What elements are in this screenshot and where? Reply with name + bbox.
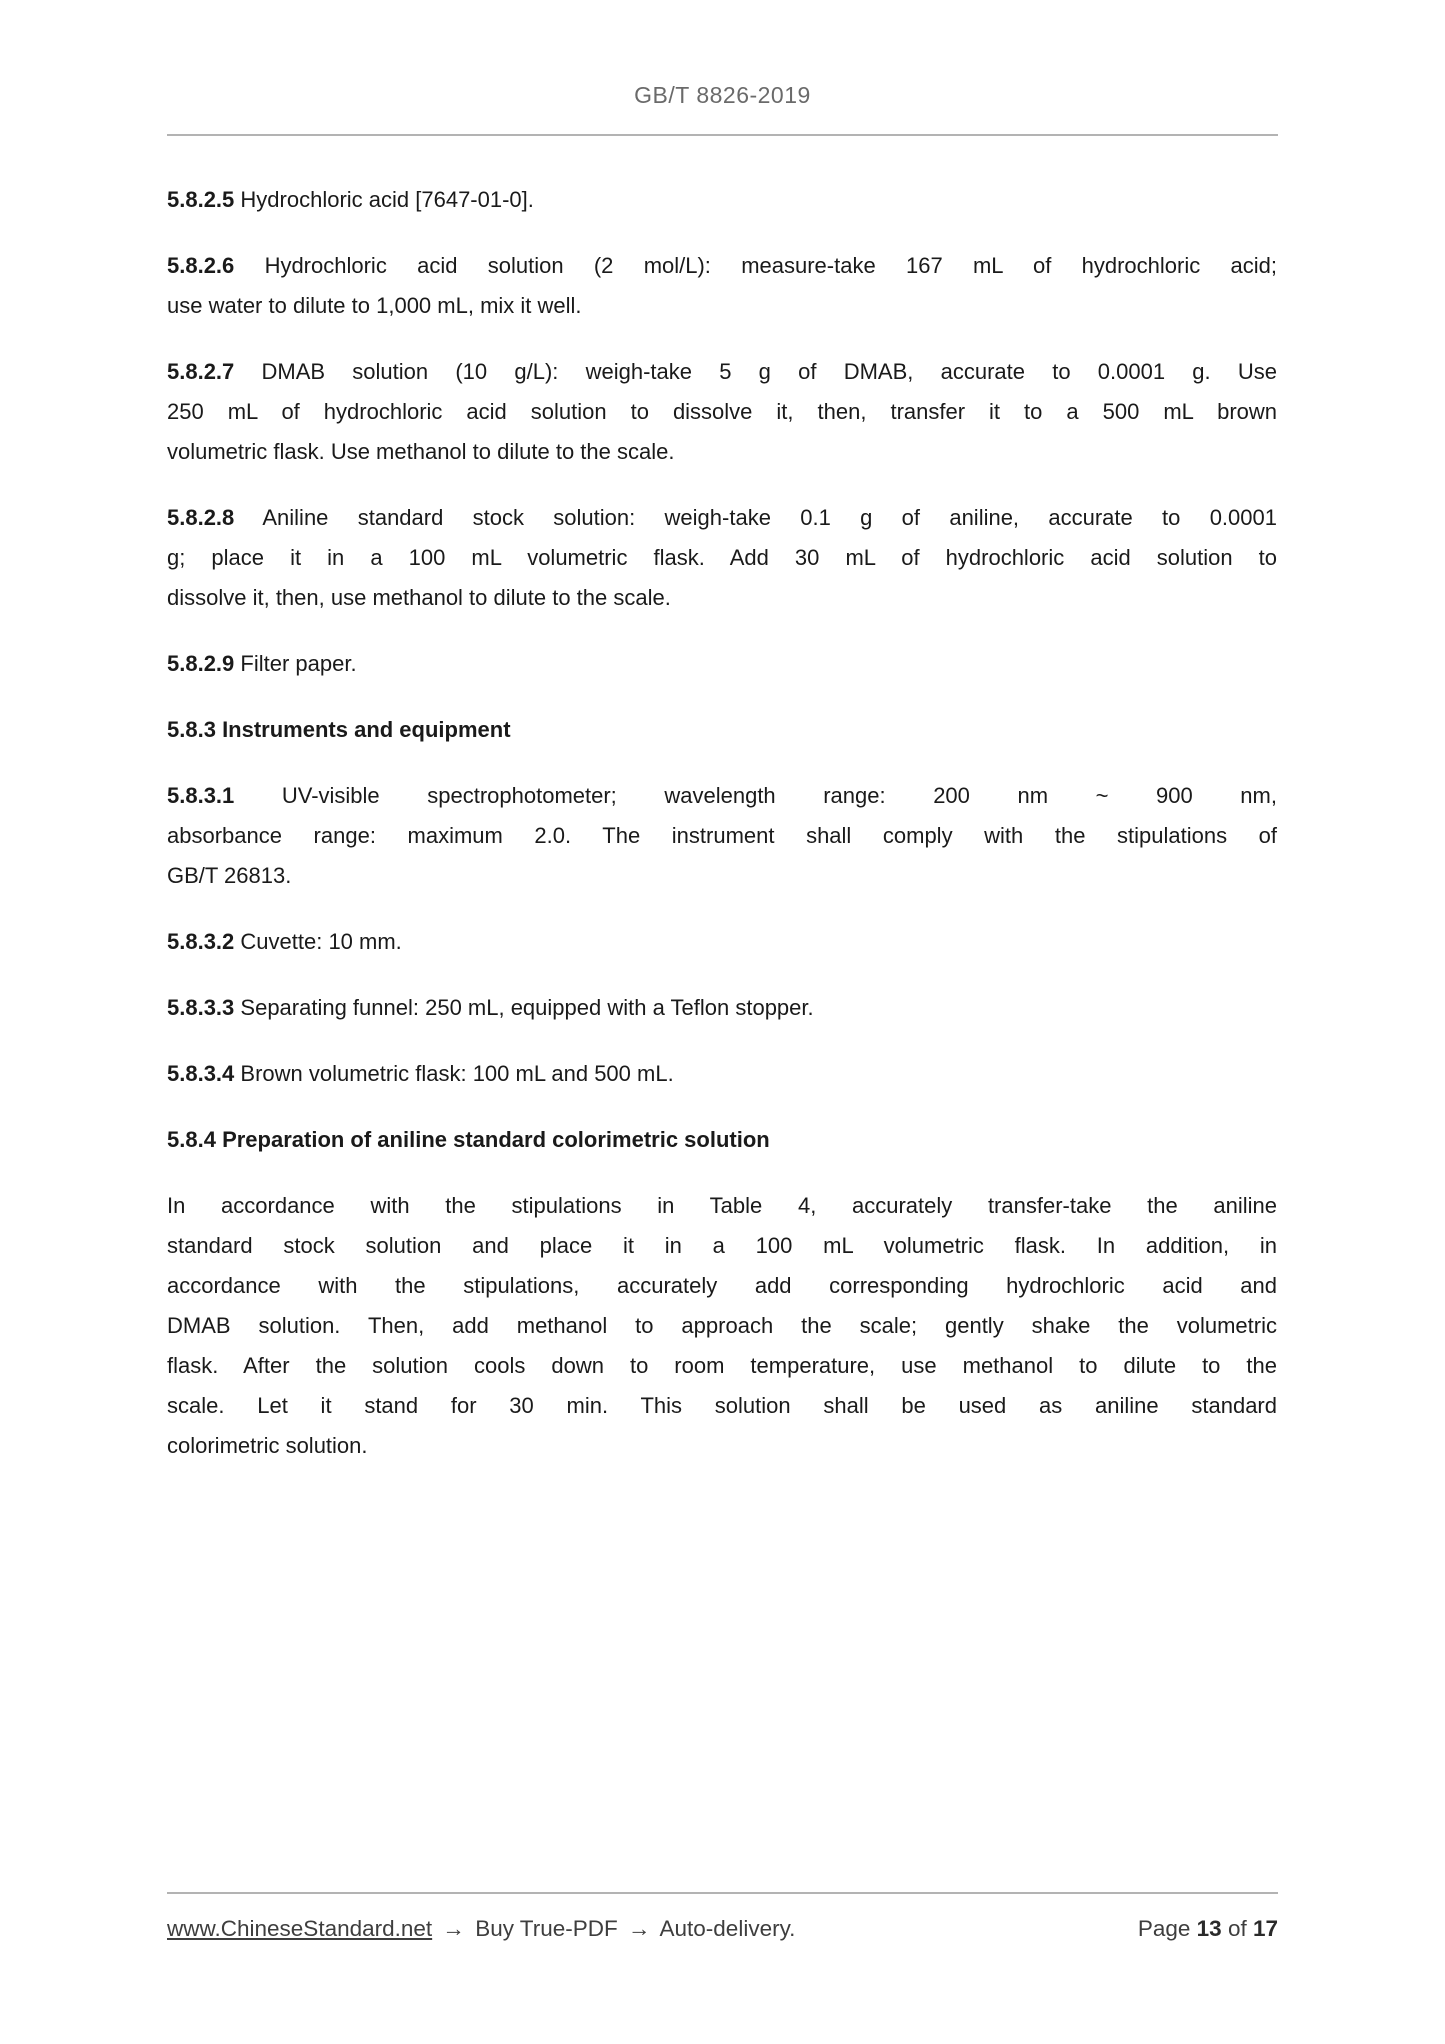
paragraph-line: use water to dilute to 1,000 mL, mix it well. <box>167 293 582 318</box>
paragraph-line: DMAB solution. Then, add methanol to approach the scale; gently shake the volumetric <box>167 1313 1277 1338</box>
paragraph-line: standard stock solution and place it in a 100 mL volumetric flask. In addition, in <box>167 1233 1277 1258</box>
section-number: 5.8.4 <box>167 1127 216 1152</box>
section-heading <box>167 710 1277 750</box>
paragraph-line: flask. After the solution cools down to room temperature, use methanol to dilute to the <box>167 1353 1277 1378</box>
arrow-right-icon: → <box>442 1916 465 1941</box>
section-heading <box>167 1120 1277 1160</box>
paragraph-line: colorimetric solution. <box>167 1433 368 1458</box>
section-paragraph <box>167 1054 1277 1094</box>
paragraph-line: In accordance with the stipulations in Table 4, accurately transfer-take the aniline <box>167 1193 1277 1218</box>
paragraph-line: g; place it in a 100 mL volumetric flask. Add 30 mL of hydrochloric acid solution to <box>167 545 1277 570</box>
heading-line <box>167 710 1277 750</box>
section-paragraph <box>167 644 1277 684</box>
paragraph-line <box>167 922 1277 962</box>
paragraph-line <box>167 988 1277 1028</box>
heading-text: Instruments and equipment <box>222 717 511 742</box>
section-paragraph <box>167 776 1277 896</box>
section-paragraph <box>167 1186 1277 1466</box>
section-number: 5.8.3.1 <box>167 783 235 808</box>
section-paragraph <box>167 246 1277 326</box>
paragraph-line: scale. Let it stand for 30 min. This solution shall be used as aniline standard <box>167 1393 1277 1418</box>
footer-buy-text: Buy True-PDF <box>475 1916 618 1941</box>
page-current: 13 <box>1196 1916 1222 1941</box>
paragraph-line: absorbance range: maximum 2.0. The instrument shall comply with the stipulations of <box>167 823 1277 848</box>
paragraph-line <box>167 1054 1277 1094</box>
paragraph-text: Hydrochloric acid solution (2 mol/L): measure-take 167 mL of hydrochloric acid; <box>264 253 1277 278</box>
paragraph-line <box>167 498 1277 538</box>
paragraph-line: volumetric flask. Use methanol to dilute to the scale. <box>167 439 675 464</box>
section-number: 5.8.3 <box>167 717 216 742</box>
section-number: 5.8.3.4 <box>167 1061 235 1086</box>
paragraph-text: DMAB solution (10 g/L): weigh-take 5 g of DMAB, accurate to 0.0001 g. Use <box>261 359 1277 384</box>
header-rule <box>167 134 1278 136</box>
footer-left <box>167 1916 795 1942</box>
paragraph-text: UV-visible spectrophotometer; wavelength range: 200 nm ~ 900 nm, <box>281 783 1277 808</box>
paragraph-text: Filter paper. <box>240 651 357 676</box>
paragraph-line <box>167 644 1277 684</box>
paragraph-text: Separating funnel: 250 mL, equipped with a Teflon stopper. <box>240 995 814 1020</box>
section-paragraph <box>167 922 1277 962</box>
paragraph-text: Hydrochloric acid [7647-01-0]. <box>240 187 534 212</box>
section-number: 5.8.2.8 <box>167 505 235 530</box>
section-paragraph <box>167 988 1277 1028</box>
paragraph-line: accordance with the stipulations, accurately add corresponding hydrochloric acid and <box>167 1273 1277 1298</box>
section-number: 5.8.3.2 <box>167 929 235 954</box>
of-label: of <box>1227 1916 1247 1941</box>
paragraph-text: Cuvette: 10 mm. <box>240 929 402 954</box>
section-paragraph <box>167 180 1277 220</box>
heading-line <box>167 1120 1277 1160</box>
paragraph-line: dissolve it, then, use methanol to dilute to the scale. <box>167 585 671 610</box>
section-number: 5.8.2.9 <box>167 651 235 676</box>
paragraph-line <box>167 246 1277 286</box>
section-number: 5.8.3.3 <box>167 995 235 1020</box>
section-number: 5.8.2.7 <box>167 359 235 384</box>
paragraph-text: Brown volumetric flask: 100 mL and 500 mL. <box>240 1061 674 1086</box>
document-body <box>167 180 1277 1492</box>
paragraph-line: GB/T 26813. <box>167 863 292 888</box>
footer-delivery-text: Auto-delivery. <box>659 1916 796 1941</box>
arrow-right-icon: → <box>628 1916 651 1941</box>
paragraph-line <box>167 352 1277 392</box>
footer-site-link[interactable]: www.ChineseStandard.net <box>167 1916 433 1941</box>
section-paragraph <box>167 498 1277 618</box>
paragraph-line <box>167 180 1277 220</box>
section-number: 5.8.2.6 <box>167 253 235 278</box>
page-total: 17 <box>1252 1916 1278 1941</box>
page-indicator <box>1138 1916 1278 1942</box>
page-label: Page <box>1137 1916 1191 1941</box>
page-footer <box>167 1892 1278 1942</box>
header-standard-number: GB/T 8826-2019 <box>634 82 811 108</box>
paragraph-line <box>167 776 1277 816</box>
section-number: 5.8.2.5 <box>167 187 235 212</box>
paragraph-line: 250 mL of hydrochloric acid solution to dissolve it, then, transfer it to a 500 mL brown <box>167 399 1277 424</box>
heading-text: Preparation of aniline standard colorimetric solution <box>222 1127 770 1152</box>
section-paragraph <box>167 352 1277 472</box>
paragraph-text: Aniline standard stock solution: weigh-take 0.1 g of aniline, accurate to 0.0001 <box>262 505 1277 530</box>
